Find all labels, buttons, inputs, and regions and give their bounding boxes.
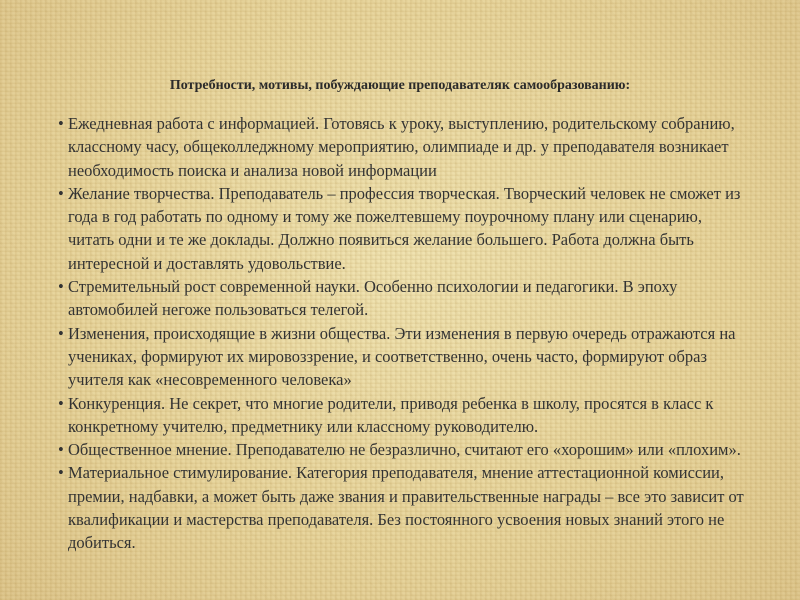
list-item	[58, 392, 748, 439]
bullet-icon: •	[58, 323, 64, 343]
list-item	[58, 112, 748, 182]
bullet-icon: •	[58, 277, 64, 297]
list-item-text: Изменения, происходящие в жизни общества. Эти изменения в первую очередь отражаются на учениках, формируют их мировоззрение, и соответственно, очень часто, формируют образ учителя как «несовременного человека»	[68, 323, 736, 390]
bullet-icon: •	[58, 393, 64, 413]
bullet-icon: •	[58, 440, 64, 460]
list-item	[58, 322, 748, 392]
list-item-text: Материальное стимулирование. Категория преподавателя, мнение аттестационной комиссии, премии, надбавки, а может быть даже звания и правительственные награды – все это зависит от квалификации и мастерства преподавателя. Без постоянного усвоения новых знаний этого не добиться.	[68, 463, 744, 553]
bullet-icon: •	[58, 463, 64, 483]
list-item-text: Конкуренция. Не секрет, что многие родители, приводя ребенка в школу, просятся в класс к конкретному учителю, предметнику или классному руководителю.	[68, 393, 714, 436]
list-item-text: Желание творчества. Преподаватель – профессия творческая. Творческий человек не сможет из года в год работать по одному и тому же пожелтевшему поурочному плану или сценарию, читать одни и те же доклады. Должно появиться желание большего. Работа должна быть интересной и доставлять удовольствие.	[68, 183, 741, 273]
list-item-text: Стремительный рост современной науки. Особенно психологии и педагогики. В эпоху автомобилей негоже пользоваться телегой.	[68, 277, 678, 320]
list-item-text: Ежедневная работа с информацией. Готовясь к уроку, выступлению, родительскому собранию, классному часу, общеколледжному мероприятию, олимпиаде и др. у преподавателя возникает необходимость поиска и анализа новой информации	[68, 114, 735, 180]
list-item	[58, 275, 748, 322]
list-item-text: Общественное мнение. Преподавателю не безразлично, считают его «хорошим» или «плохим».	[68, 440, 741, 460]
list-item	[58, 182, 748, 275]
bullet-icon: •	[58, 183, 64, 203]
bullet-icon: •	[58, 114, 64, 133]
list-item	[58, 461, 748, 554]
list-item	[58, 438, 748, 461]
slide-title: Потребности, мотивы, побуждающие преподавателяк самообразованию:	[169, 78, 631, 93]
motives-list	[58, 112, 748, 555]
